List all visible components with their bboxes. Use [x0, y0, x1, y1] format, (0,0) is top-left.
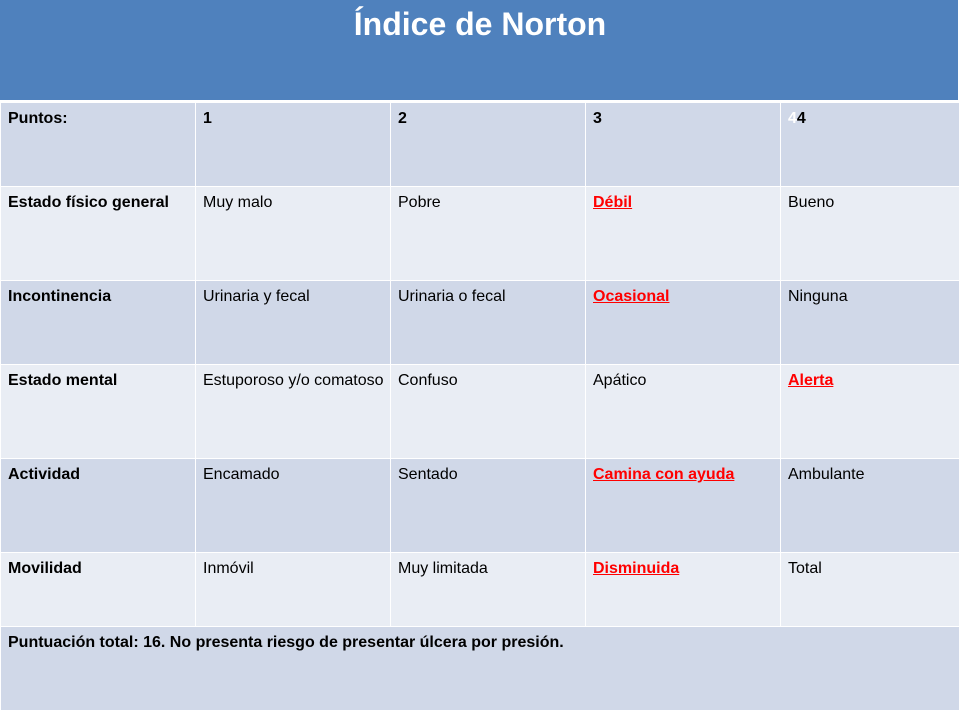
selected-value: Débil — [593, 194, 633, 211]
total-score-text: Puntuación total: 16. No presenta riesgo de presentar úlcera por presión. — [1, 627, 960, 711]
table-cell: Muy limitada — [391, 553, 586, 627]
table-cell: Urinaria y fecal — [196, 281, 391, 365]
selected-cell — [586, 281, 781, 365]
selected-value: Camina con ayuda — [593, 466, 735, 483]
header-col-3: 3 — [586, 103, 781, 187]
table-cell: Estuporoso y/o comatoso — [196, 365, 391, 459]
table-cell: Total — [781, 553, 960, 627]
table-cell: Ninguna — [781, 281, 960, 365]
footer-row — [1, 627, 960, 711]
table-row — [1, 187, 960, 281]
table-cell: Urinaria o fecal — [391, 281, 586, 365]
header-col-2: 2 — [391, 103, 586, 187]
row-label: Movilidad — [1, 553, 196, 627]
table-cell: Sentado — [391, 459, 586, 553]
header-col-4-value: 4 — [796, 110, 806, 127]
selected-cell — [586, 553, 781, 627]
header-col-4 — [781, 103, 960, 187]
header-col-1: 1 — [196, 103, 391, 187]
selected-value: Ocasional — [593, 288, 670, 305]
table-cell: Confuso — [391, 365, 586, 459]
table-row — [1, 459, 960, 553]
row-label: Estado mental — [1, 365, 196, 459]
table-cell: Ambulante — [781, 459, 960, 553]
row-label: Incontinencia — [1, 281, 196, 365]
selected-value: Alerta — [788, 372, 834, 389]
table-cell: Muy malo — [196, 187, 391, 281]
table-cell: Bueno — [781, 187, 960, 281]
table-row — [1, 281, 960, 365]
table-row — [1, 553, 960, 627]
selected-value: Disminuida — [593, 560, 680, 577]
table-cell: Pobre — [391, 187, 586, 281]
page-title: Índice de Norton — [353, 6, 607, 42]
header-col-4-ghost: 4 — [788, 110, 797, 127]
table-cell: Encamado — [196, 459, 391, 553]
norton-table — [0, 102, 960, 711]
header-label: Puntos: — [1, 103, 196, 187]
header-row — [1, 103, 960, 187]
row-label: Actividad — [1, 459, 196, 553]
table-cell: Apático — [586, 365, 781, 459]
selected-cell — [781, 365, 960, 459]
table-cell: Inmóvil — [196, 553, 391, 627]
selected-cell — [586, 459, 781, 553]
row-label: Estado físico general — [1, 187, 196, 281]
selected-cell — [586, 187, 781, 281]
table-row — [1, 365, 960, 459]
